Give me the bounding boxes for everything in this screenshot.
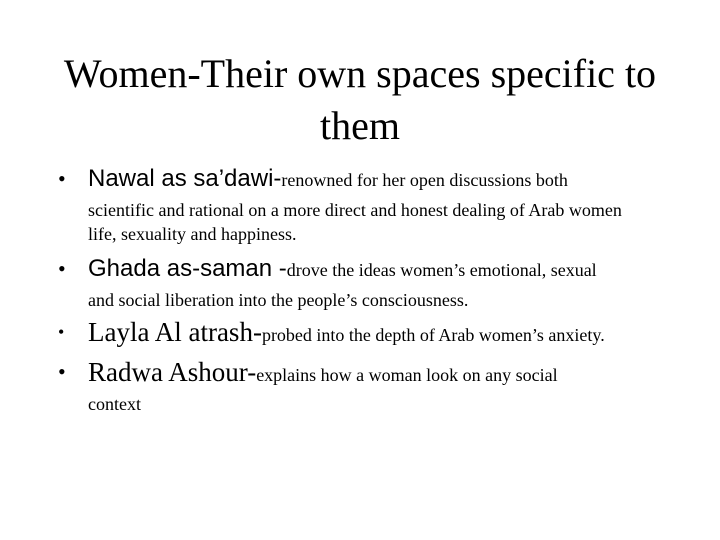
bullet-icon: • <box>58 166 66 191</box>
bullet-icon: • <box>58 322 65 342</box>
bullet-icon: • <box>58 256 66 281</box>
bullet-text: probed into the depth of Arab women’s anxiety. <box>261 325 605 345</box>
bullet-lead: Layla Al atrash- <box>88 317 262 347</box>
bullet-text: renowned for her open discussions both <box>281 170 568 190</box>
slide-title: Women-Their own spaces specific to them <box>63 51 657 148</box>
bullet-lead: Ghada as-saman - <box>88 255 287 282</box>
bullet-item-radwa <box>58 357 678 416</box>
bullet-text: drove the ideas women’s emotional, sexual <box>286 260 597 280</box>
bullet-lead: Nawal as sa’dawi- <box>88 165 282 192</box>
bullet-item-nawal <box>58 164 678 246</box>
bullet-item-ghada <box>58 254 678 312</box>
bullet-text: explains how a woman look on any social <box>256 365 558 385</box>
bullet-icon: • <box>58 359 66 384</box>
bullet-lead: Radwa Ashour- <box>88 357 257 387</box>
bullet-continuation: and social liberation into the people’s consciousness. <box>88 290 469 310</box>
bullet-continuation: context <box>88 394 141 414</box>
bullet-item-layla <box>58 317 678 348</box>
bullet-continuation: scientific and rational on a more direct and honest dealing of Arab women life, sexuality and happiness. <box>88 200 622 244</box>
